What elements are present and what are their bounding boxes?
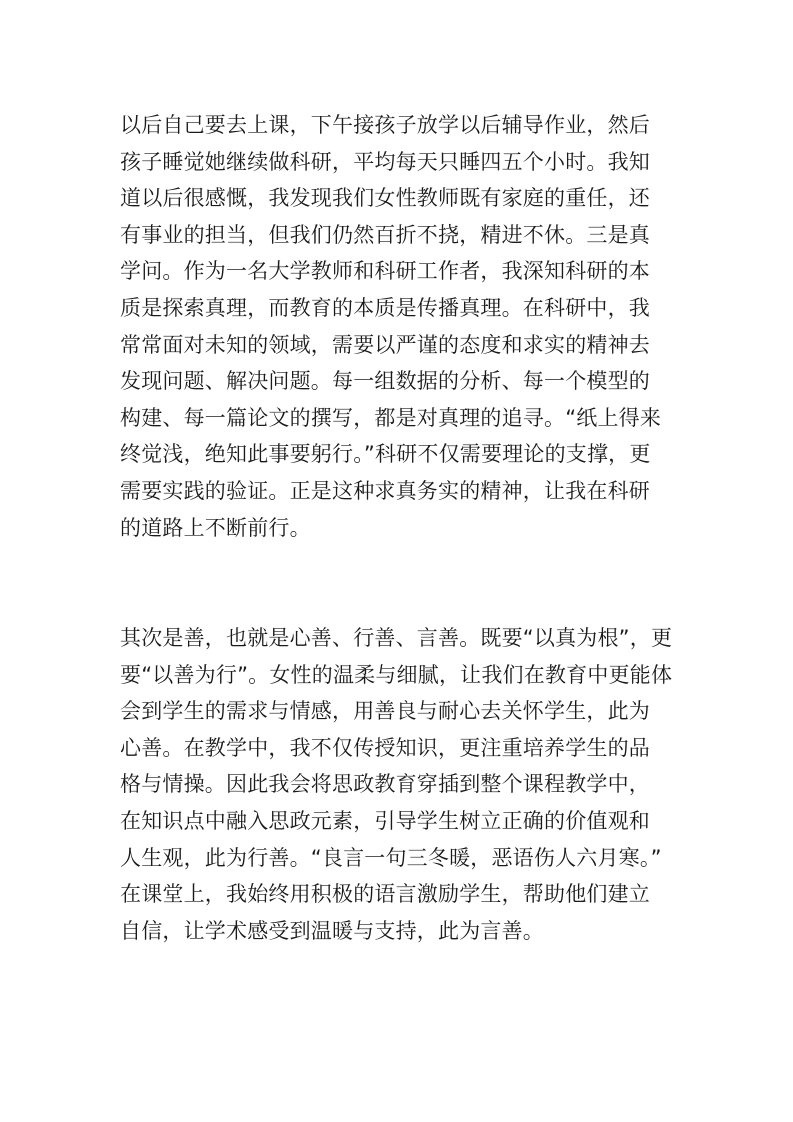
text-line: 需要实践的验证。正是这种求真务实的精神，让我在科研 xyxy=(120,478,650,503)
text-line: 的道路上不断前行。 xyxy=(120,515,311,540)
text-line: 常常面对未知的领域，需要以严谨的态度和求实的精神去 xyxy=(120,332,650,357)
text-line: 以后自己要去上课，下午接孩子放学以后辅导作业，然后 xyxy=(120,113,650,137)
text-line: 在课堂上，我始终用积极的语言激励学生，帮助他们建立 xyxy=(120,882,650,907)
text-line: 在知识点中融入思政元素，引导学生树立正确的价值观和 xyxy=(120,808,650,833)
text-line: 其次是善，也就是心善、行善、言善。既要“以真为根”，更 xyxy=(120,626,673,650)
text-line: 格与情操。因此我会将思政教育穿插到整个课程教学中， xyxy=(120,772,650,797)
paragraph-2 xyxy=(120,620,680,949)
text-line: 有事业的担当，但我们仍然百折不挠，精进不休。三是真 xyxy=(120,222,650,247)
text-line: 道以后很感慨，我发现我们女性教师既有家庭的重任，还 xyxy=(120,186,650,211)
text-line: 人生观，此为行善。“良言一句三冬暖，恶语伤人六月寒。” xyxy=(120,845,662,870)
text-line: 终觉浅，绝知此事要躬行。”科研不仅需要理论的支撑，更 xyxy=(120,442,651,467)
paragraph-1 xyxy=(120,107,680,546)
text-line: 孩子睡觉她继续做科研，平均每天只睡四五个小时。我知 xyxy=(120,149,650,174)
text-line: 自信，让学术感受到温暖与支持，此为言善。 xyxy=(120,918,544,943)
text-line: 质是探索真理，而教育的本质是传播真理。在科研中，我 xyxy=(120,295,650,320)
text-line: 发现问题、解决问题。每一组数据的分析、每一个模型的 xyxy=(120,369,650,394)
text-line: 要“以善为行”。女性的温柔与细腻，让我们在教育中更能体 xyxy=(120,662,673,687)
text-line: 学问。作为一名大学教师和科研工作者，我深知科研的本 xyxy=(120,259,650,284)
text-line: 构建、每一篇论文的撰写，都是对真理的追寻。“纸上得来 xyxy=(120,405,662,430)
text-line: 心善。在教学中，我不仅传授知识，更注重培养学生的品 xyxy=(120,735,650,760)
text-line: 会到学生的需求与情感，用善良与耐心去关怀学生，此为 xyxy=(120,699,650,724)
